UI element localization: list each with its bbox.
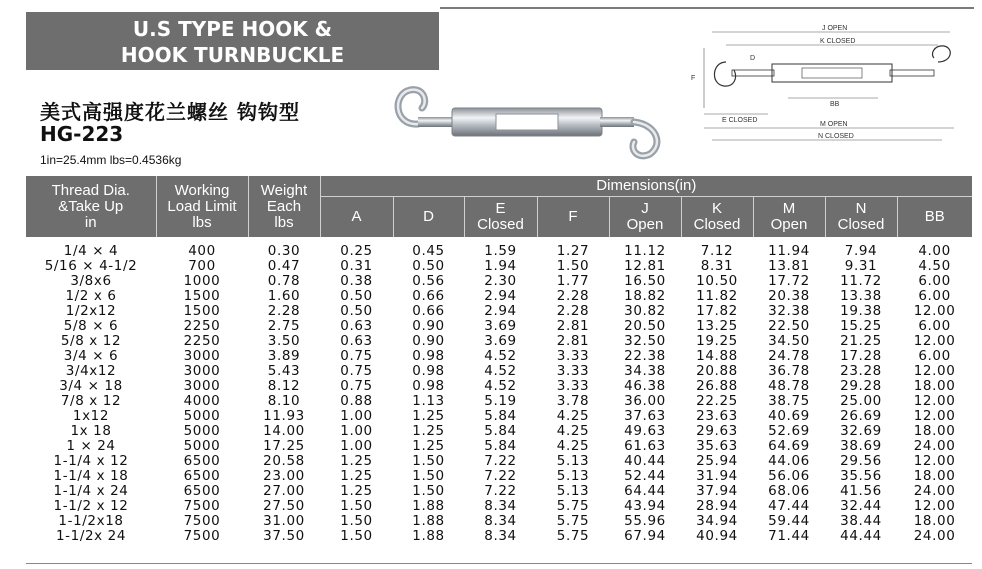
header-dim-a: A [320,197,393,238]
table-cell: 400 [188,243,216,259]
table-cell: 2250 [183,318,221,334]
table-cell: 4.52 [484,348,517,364]
table-cell: 26.88 [696,378,738,394]
table-cell: 0.50 [340,288,373,304]
table-cell: 61.63 [624,438,666,454]
table-cell: 5/16 × 4-1/2 [44,258,138,274]
table-cell: 2.28 [556,303,590,319]
table-cell: 9.31 [844,258,878,274]
table-row [26,454,972,469]
table-cell: 7500 [183,528,221,544]
table-cell: 25.00 [840,393,882,409]
table-cell: 0.30 [267,243,301,259]
table-cell: 0.63 [340,333,373,349]
table-cell: 1.27 [556,243,590,259]
table-cell: 1-1/2x18 [58,513,124,529]
table-cell: 6.00 [918,348,951,364]
table-cell: 1.13 [412,393,445,409]
title-line-2: HOOK TURNBUCKLE [120,43,345,67]
table-cell: 12.00 [913,363,956,379]
table-cell: 4.25 [556,423,590,439]
table-cell: 1.50 [340,498,373,514]
label-m-open: M OPEN [820,121,848,128]
table-cell: 5.13 [556,468,590,484]
table-cell: 0.78 [267,273,301,289]
table-cell: 10.50 [696,273,738,289]
table-cell: 5.13 [556,483,590,499]
table-cell: 40.69 [768,408,810,424]
table-cell: 19.25 [696,333,738,349]
table-cell: 24.78 [768,348,810,364]
table-row [26,469,972,484]
table-cell: 37.63 [624,408,666,424]
table-cell: 3.89 [267,348,301,364]
model-number: HG-223 [40,122,124,146]
table-cell: 17.72 [768,273,810,289]
table-cell: 34.38 [624,363,666,379]
table-cell: 0.98 [412,378,445,394]
table-cell: 38.44 [840,513,882,529]
table-cell: 3.78 [556,393,590,409]
table-cell: 3.69 [484,333,517,349]
table-cell: 1-1/4 x 24 [53,483,129,499]
table-cell: 3.69 [484,318,517,334]
table-cell: 68.06 [768,483,810,499]
table-cell: 1.25 [340,468,373,484]
table-cell: 7.12 [700,243,734,259]
table-cell: 14.88 [696,348,738,364]
table-cell: 5.75 [556,528,590,544]
table-cell: 18.00 [913,468,956,484]
table-cell: 32.44 [840,498,882,514]
table-cell: 8.10 [267,393,301,409]
table-cell: 1/2x12 [65,303,117,319]
table-cell: 32.38 [768,303,810,319]
table-cell: 40.44 [624,453,666,469]
table-cell: 6500 [183,453,221,469]
table-cell: 0.56 [412,273,445,289]
table-cell: 29.63 [696,423,738,439]
table-cell: 7500 [183,513,221,529]
table-cell: 1x 18 [70,423,112,439]
header-dim-d: D [393,197,464,238]
table-cell: 16.50 [624,273,666,289]
table-cell: 38.69 [840,438,882,454]
header-working-load: Working Load Limit lbs [156,176,248,237]
table-row [26,499,972,514]
table-cell: 1/4 × 4 [63,243,119,259]
table-cell: 22.38 [624,348,666,364]
table-cell: 11.82 [696,288,738,304]
table-cell: 46.38 [624,378,666,394]
table-cell: 1.77 [556,273,590,289]
table-cell: 1.25 [412,408,445,424]
table-cell: 0.66 [412,303,445,319]
table-row [26,274,972,289]
table-cell: 2.30 [484,273,517,289]
table-cell: 29.56 [840,453,882,469]
table-cell: 11.93 [263,408,305,424]
table-cell: 1.50 [412,468,445,484]
table-cell: 5.84 [484,438,517,454]
dimension-diagram [682,18,967,148]
table-cell: 7.94 [844,243,878,259]
table-cell: 44.06 [768,453,810,469]
table-cell: 8.34 [484,513,517,529]
chinese-title: 美式高强度花兰螺丝 钩钩型 [40,100,300,124]
table-cell: 3/4 × 6 [63,348,119,364]
header-dim-bb: BB [897,197,972,238]
table-cell: 1.00 [340,438,373,454]
table-cell: 0.25 [340,243,373,259]
table-cell: 5000 [183,423,221,439]
label-bb: BB [830,101,840,108]
table-cell: 0.38 [340,273,373,289]
table-cell: 23.63 [696,408,738,424]
table-cell: 5.13 [556,453,590,469]
table-cell: 19.38 [840,303,882,319]
table-cell: 3/4 × 18 [59,378,123,394]
table-cell: 2.28 [556,288,590,304]
table-cell: 17.82 [696,303,738,319]
header-dim-n: N Closed [825,197,897,238]
table-cell: 1.00 [340,423,373,439]
table-cell: 17.28 [840,348,882,364]
table-cell: 6.00 [918,318,951,334]
table-cell: 2.94 [484,288,517,304]
table-cell: 20.50 [624,318,666,334]
title-line-1: U.S TYPE HOOK & [132,17,333,41]
table-cell: 12.81 [624,258,666,274]
table-cell: 20.88 [696,363,738,379]
table-cell: 1/2 x 6 [65,288,117,304]
table-cell: 4.25 [556,408,590,424]
table-cell: 1.88 [412,528,445,544]
table-cell: 2.75 [267,318,301,334]
table-cell: 8.12 [267,378,301,394]
label-j-open: J OPEN [822,25,848,32]
table-cell: 5.75 [556,513,590,529]
table-row [26,349,972,364]
table-cell: 32.50 [624,333,666,349]
bottom-rule [26,563,972,564]
table-cell: 5.84 [484,423,517,439]
table-cell: 1.50 [340,513,373,529]
table-cell: 13.25 [696,318,738,334]
table-cell: 40.94 [696,528,738,544]
table-cell: 4.52 [484,363,517,379]
table-row [26,379,972,394]
table-cell: 4.25 [556,438,590,454]
table-cell: 3/8x6 [70,273,112,289]
table-cell: 12.00 [913,393,956,409]
table-cell: 6500 [183,468,221,484]
table-cell: 2.81 [556,318,590,334]
table-cell: 1.88 [412,513,445,529]
table-cell: 0.90 [412,333,445,349]
table-cell: 22.50 [768,318,810,334]
table-cell: 14.00 [263,423,305,439]
table-cell: 24.00 [913,528,956,544]
table-cell: 1000 [183,273,221,289]
table-cell: 25.94 [696,453,738,469]
table-cell: 1.50 [412,453,445,469]
table-cell: 5000 [183,438,221,454]
table-cell: 8.34 [484,498,517,514]
title-banner [26,12,439,70]
table-cell: 5.19 [484,393,517,409]
table-cell: 12.00 [913,453,956,469]
table-cell: 3000 [183,363,221,379]
table-row [26,364,972,379]
table-cell: 5.84 [484,408,517,424]
table-row [26,289,972,304]
table-cell: 0.98 [412,348,445,364]
table-cell: 0.98 [412,363,445,379]
table-cell: 2250 [183,333,221,349]
table-cell: 0.45 [412,243,445,259]
table-cell: 8.34 [484,528,517,544]
table-cell: 5.43 [267,363,301,379]
table-cell: 59.44 [768,513,810,529]
table-cell: 0.47 [267,258,301,274]
table-cell: 6500 [183,483,221,499]
table-cell: 0.50 [412,258,445,274]
table-cell: 3.33 [556,378,590,394]
table-cell: 7.22 [484,483,517,499]
table-cell: 1500 [183,288,221,304]
table-cell: 12.00 [913,303,956,319]
table-cell: 5/8 × 6 [63,318,119,334]
table-cell: 1.50 [412,483,445,499]
table-cell: 5/8 x 12 [60,333,122,349]
table-cell: 34.94 [696,513,738,529]
table-cell: 1x12 [72,408,110,424]
table-row [26,304,972,319]
table-cell: 3/4x12 [65,363,117,379]
table-cell: 34.50 [768,333,810,349]
table-cell: 11.94 [768,243,810,259]
unit-conversion-note: 1in=25.4mm lbs=0.4536kg [40,153,182,167]
table-cell: 67.94 [624,528,666,544]
table-cell: 32.69 [840,423,882,439]
table-cell: 30.82 [624,303,666,319]
table-cell: 11.12 [624,243,666,259]
table-cell: 36.78 [768,363,810,379]
label-d: D [750,55,756,62]
table-cell: 1.25 [412,423,445,439]
table-cell: 44.44 [840,528,882,544]
table-cell: 17.25 [263,438,305,454]
table-cell: 27.50 [263,498,305,514]
table-cell: 48.78 [768,378,810,394]
table-cell: 1-1/2x 24 [55,528,127,544]
table-cell: 12.00 [913,498,956,514]
table-cell: 2.81 [556,333,590,349]
table-cell: 18.00 [913,378,956,394]
table-cell: 1.59 [484,243,517,259]
specification-table [26,176,972,544]
table-cell: 29.28 [840,378,882,394]
table-cell: 0.31 [340,258,373,274]
label-n-closed: N CLOSED [818,133,854,140]
table-cell: 12.00 [913,408,956,424]
table-cell: 18.00 [913,513,956,529]
table-cell: 1.00 [340,408,373,424]
table-cell: 1.60 [267,288,301,304]
table-cell: 13.81 [768,258,810,274]
table-cell: 64.69 [768,438,810,454]
table-cell: 1.25 [340,483,373,499]
label-f: F [691,75,696,82]
table-cell: 41.56 [840,483,882,499]
table-cell: 5000 [183,408,221,424]
header-dim-m: M Open [753,197,825,238]
table-cell: 5.75 [556,498,590,514]
table-cell: 28.94 [696,498,738,514]
label-k-closed: K CLOSED [820,38,856,45]
table-row [26,409,972,424]
table-cell: 38.75 [768,393,810,409]
table-cell: 18.82 [624,288,666,304]
table-cell: 23.28 [840,363,882,379]
table-cell: 23.00 [263,468,305,484]
table-cell: 1.88 [412,498,445,514]
table-cell: 37.50 [263,528,305,544]
table-cell: 3000 [183,348,221,364]
table-cell: 0.90 [412,318,445,334]
table-cell: 0.75 [340,348,373,364]
table-cell: 52.69 [768,423,810,439]
table-cell: 36.00 [624,393,666,409]
table-cell: 43.94 [624,498,666,514]
table-row [26,237,972,259]
table-row [26,424,972,439]
table-cell: 18.00 [913,423,956,439]
table-cell: 4000 [183,393,221,409]
table-cell: 0.88 [340,393,373,409]
table-cell: 7500 [183,498,221,514]
table-cell: 21.25 [840,333,882,349]
table-cell: 3.33 [556,348,590,364]
table-cell: 3.33 [556,363,590,379]
table-cell: 4.50 [918,258,951,274]
table-cell: 15.25 [840,318,882,334]
table-row [26,484,972,499]
table-cell: 1.50 [556,258,590,274]
table-cell: 0.63 [340,318,373,334]
table-row [26,514,972,529]
table-cell: 20.38 [768,288,810,304]
header-dimensions: Dimensions(in) [320,176,972,197]
table-cell: 1-1/4 x 18 [53,468,129,484]
turnbuckle-photo [388,84,668,160]
table-row [26,259,972,274]
table-cell: 52.44 [624,468,666,484]
top-rule [440,7,974,9]
table-cell: 24.00 [913,483,956,499]
table-cell: 7.22 [484,468,517,484]
table-cell: 64.44 [624,483,666,499]
header-dim-j: J Open [609,197,681,238]
table-cell: 22.25 [696,393,738,409]
table-cell: 12.00 [913,333,956,349]
table-cell: 8.31 [700,258,734,274]
header-thread-dia: Thread Dia. &Take Up in [26,176,156,237]
table-cell: 3000 [183,378,221,394]
table-row [26,394,972,409]
table-cell: 20.58 [263,453,305,469]
table-cell: 0.75 [340,363,373,379]
table-cell: 13.38 [840,288,882,304]
table-cell: 3.50 [267,333,301,349]
table-cell: 1-1/4 x 12 [53,453,129,469]
header-dim-e: E Closed [464,197,537,238]
table-cell: 35.63 [696,438,738,454]
table-row [26,334,972,349]
table-row [26,319,972,334]
table-cell: 4.00 [918,243,951,259]
table-cell: 31.00 [263,513,305,529]
table-cell: 0.66 [412,288,445,304]
table-cell: 1.25 [412,438,445,454]
header-dim-f: F [537,197,609,238]
table-cell: 4.52 [484,378,517,394]
table-cell: 71.44 [768,528,810,544]
table-cell: 27.00 [263,483,305,499]
label-e-closed: E CLOSED [722,117,758,124]
table-cell: 31.94 [696,468,738,484]
table-cell: 6.00 [918,273,951,289]
header-weight: Weight Each lbs [248,176,320,237]
header-dim-k: K Closed [681,197,753,238]
table-row [26,439,972,454]
table-cell: 37.94 [696,483,738,499]
table-cell: 55.96 [624,513,666,529]
table-cell: 7/8 x 12 [60,393,122,409]
table-cell: 2.28 [267,303,301,319]
table-cell: 1.50 [340,528,373,544]
table-cell: 1-1/2 x 12 [53,498,129,514]
table-cell: 35.56 [840,468,882,484]
table-row [26,529,972,544]
table-cell: 6.00 [918,288,951,304]
table-cell: 56.06 [768,468,810,484]
table-cell: 26.69 [840,408,882,424]
table-cell: 7.22 [484,453,517,469]
table-cell: 700 [188,258,216,274]
table-cell: 1500 [183,303,221,319]
table-cell: 1.25 [340,453,373,469]
table-cell: 24.00 [913,438,956,454]
table-cell: 1.94 [484,258,517,274]
table-cell: 47.44 [768,498,810,514]
table-cell: 11.72 [840,273,882,289]
table-cell: 0.50 [340,303,373,319]
table-cell: 2.94 [484,303,517,319]
table-cell: 0.75 [340,378,373,394]
table-cell: 1 × 24 [66,438,116,454]
table-cell: 49.63 [624,423,666,439]
